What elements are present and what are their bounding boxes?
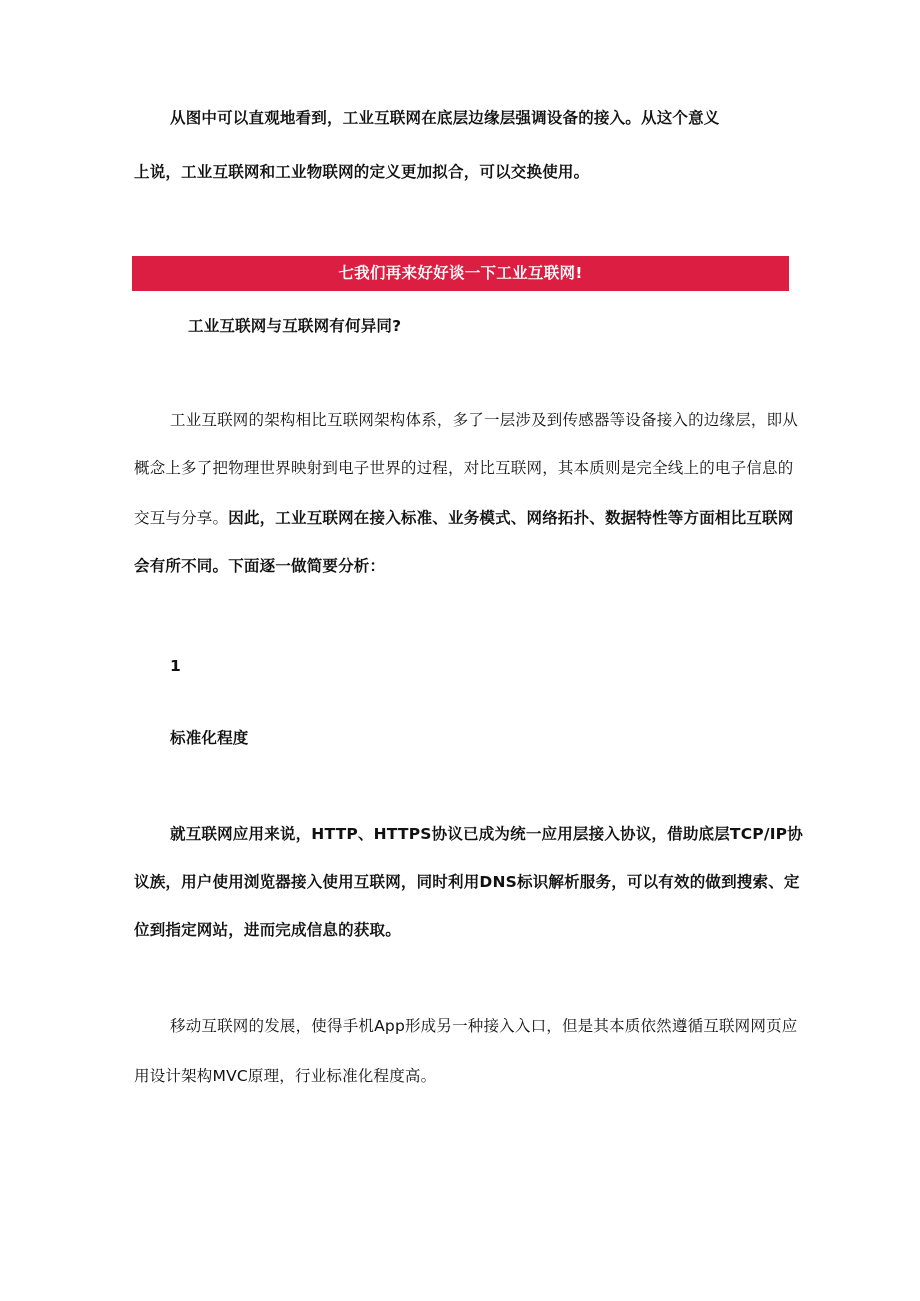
para1-line-3-bold: 因此，工业互联网在接入标准、业务模式、网络拓扑、数据特性等方面相比互联网 <box>228 509 794 527</box>
para2-line-1: 就互联网应用来说，HTTP、HTTPS协议已成为统一应用层接入协议，借助底层TCP/IP协 <box>170 825 803 843</box>
intro-line-2: 上说，工业互联网和工业物联网的定义更加拟合，可以交换使用。 <box>134 163 590 181</box>
para1-line-3-normal: 交互与分享。 <box>134 509 229 527</box>
para3-line-1: 移动互联网的发展，使得手机App形成另一种接入入口，但是其本质依然遵循互联网网页应 <box>170 1017 798 1035</box>
subheading: 工业互联网与互联网有何异同? <box>188 317 402 335</box>
para2-line-3: 位到指定网站，进而完成信息的获取。 <box>134 921 401 939</box>
para1-line-4: 会有所不同。下面逐一做简要分析： <box>134 557 386 575</box>
item-title: 标准化程度 <box>170 729 249 747</box>
intro-line-1: 从图中可以直观地看到，工业互联网在底层边缘层强调设备的接入。从这个意义 <box>170 109 720 127</box>
para2-line-2: 议族，用户使用浏览器接入使用互联网，同时利用DNS标识解析服务，可以有效的做到搜索、定 <box>134 873 800 891</box>
item-number: 1 <box>170 657 181 675</box>
para1-line-1: 工业互联网的架构相比互联网架构体系，多了一层涉及到传感器等设备接入的边缘层，即从 <box>170 411 799 429</box>
para1-line-2: 概念上多了把物理世界映射到电子世界的过程，对比互联网，其本质则是完全线上的电子信息的 <box>134 459 794 477</box>
para3-line-2: 用设计架构MVC原理，行业标准化程度高。 <box>134 1067 437 1085</box>
para1-line-3 <box>134 508 793 528</box>
section-banner: 七我们再来好好谈一下工业互联网! <box>132 256 789 291</box>
